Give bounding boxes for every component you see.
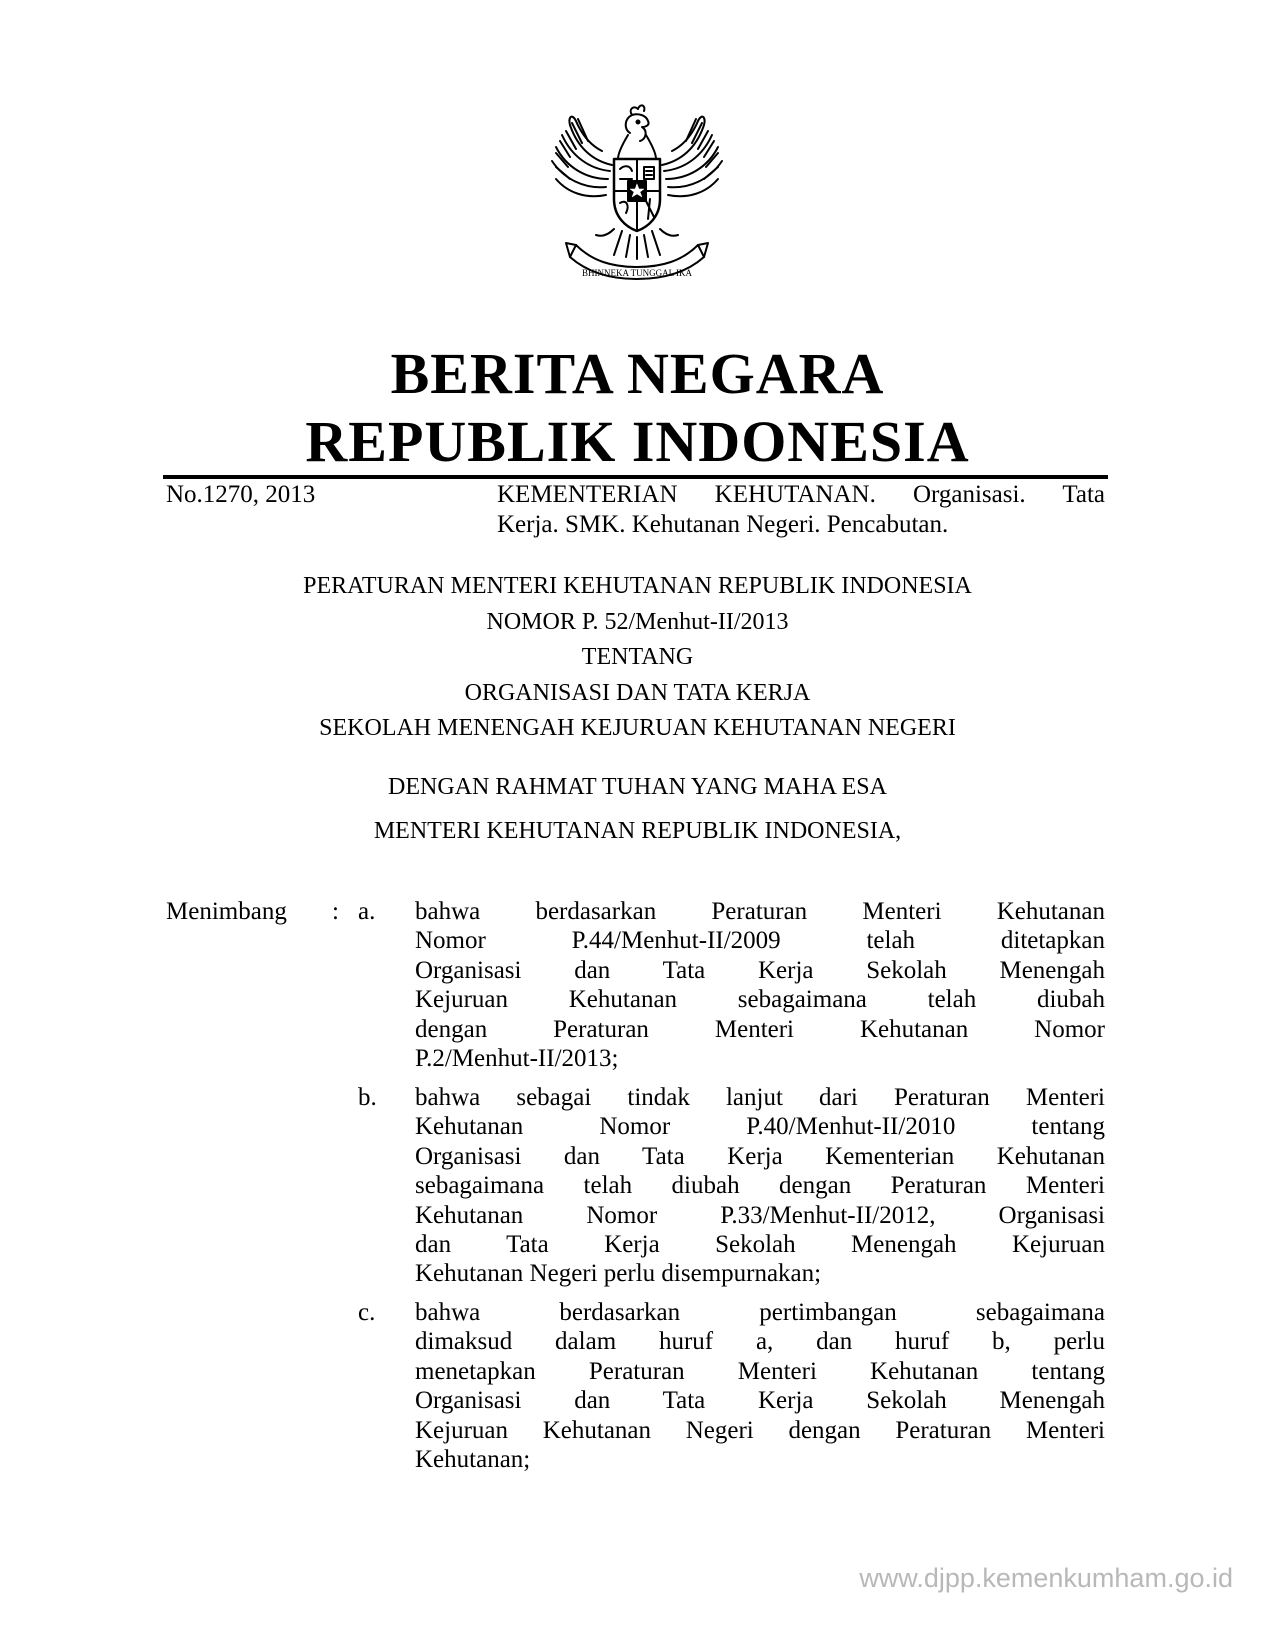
consideration-line: Organisasi dan Tata Kerja Kementerian Kehutanan — [415, 1142, 1105, 1170]
gazette-title-line1: BERITA NEGARA — [390, 341, 885, 406]
consideration-line: Nomor P.44/Menhut-II/2009 telah ditetapkan — [415, 927, 1105, 955]
consideration-line: dimaksud dalam huruf a, dan huruf b, perlu — [415, 1328, 1105, 1356]
regulation-heading-line: ORGANISASI DAN TATA KERJA — [464, 679, 811, 706]
gazette-title-line2: REPUBLIK INDONESIA — [305, 409, 970, 474]
consideration-line: dengan Peraturan Menteri Kehutanan Nomor — [415, 1015, 1105, 1043]
considerations-label: Menimbang — [166, 898, 287, 925]
garuda-pancasila-icon — [542, 95, 732, 285]
regulation-heading-line: NOMOR P. 52/Menhut-II/2013 — [486, 608, 789, 635]
consideration-line: P.2/Menhut-II/2013; — [415, 1044, 619, 1072]
gazette-subject-line: Kerja. SMK. Kehutanan Negeri. Pencabutan. — [497, 511, 949, 538]
consideration-line: bahwa berdasarkan pertimbangan sebagaimana — [415, 1299, 1105, 1326]
consideration-item — [415, 1298, 1105, 1474]
consideration-line: Kejuruan Kehutanan sebagaimana telah diubah — [415, 986, 1105, 1014]
considerations-colon: : — [332, 898, 339, 925]
consideration-line: Organisasi dan Tata Kerja Sekolah Menengah — [415, 1387, 1105, 1415]
gazette-number: No.1270, 2013 — [166, 481, 316, 508]
garuda-emblem — [542, 95, 732, 285]
consideration-line: bahwa berdasarkan Peraturan Menteri Kehutanan — [415, 898, 1105, 925]
consideration-item — [415, 1083, 1105, 1289]
title-divider — [163, 475, 1108, 479]
consideration-line: Kehutanan Nomor P.33/Menhut-II/2012, Organisasi — [415, 1201, 1105, 1229]
consideration-line: Kehutanan Nomor P.40/Menhut-II/2010 tentang — [415, 1113, 1105, 1141]
consideration-line: Organisasi dan Tata Kerja Sekolah Menengah — [415, 956, 1105, 984]
regulation-heading-line: SEKOLAH MENENGAH KEJURUAN KEHUTANAN NEGERI — [319, 715, 956, 741]
gazette-subject — [497, 480, 1105, 540]
consideration-line: Kejuruan Kehutanan Negeri dengan Peraturan Menteri — [415, 1416, 1105, 1444]
opening-statement — [0, 765, 1275, 853]
consideration-line: bahwa sebagai tindak lanjut dari Peraturan Menteri — [415, 1084, 1105, 1111]
regulation-heading-line: PERATURAN MENTERI KEHUTANAN REPUBLIK INDONESIA — [303, 573, 972, 599]
source-watermark: www.djpp.kemenkumham.go.id — [859, 1563, 1233, 1593]
consideration-line: Kehutanan Negeri perlu disempurnakan; — [415, 1260, 822, 1288]
regulation-heading — [0, 569, 1275, 747]
consideration-line: Kehutanan; — [415, 1445, 531, 1473]
gazette-subject-line: KEMENTERIAN KEHUTANAN. Organisasi. Tata — [497, 481, 1105, 508]
consideration-line: menetapkan Peraturan Menteri Kehutanan tentang — [415, 1357, 1105, 1385]
consideration-letter: a. — [358, 898, 376, 925]
opening-line: MENTERI KEHUTANAN REPUBLIK INDONESIA, — [373, 818, 902, 844]
opening-line: DENGAN RAHMAT TUHAN YANG MAHA ESA — [388, 774, 887, 800]
consideration-line: dan Tata Kerja Sekolah Menengah Kejuruan — [415, 1230, 1105, 1258]
consideration-item — [415, 897, 1105, 1073]
consideration-letter: c. — [358, 1299, 376, 1326]
consideration-line: sebagaimana telah diubah dengan Peraturan Menteri — [415, 1172, 1105, 1200]
consideration-letter: b. — [358, 1084, 377, 1111]
regulation-heading-line: TENTANG — [581, 644, 694, 670]
emblem-motto: BHINNEKA TUNGGAL IKA — [582, 268, 692, 278]
